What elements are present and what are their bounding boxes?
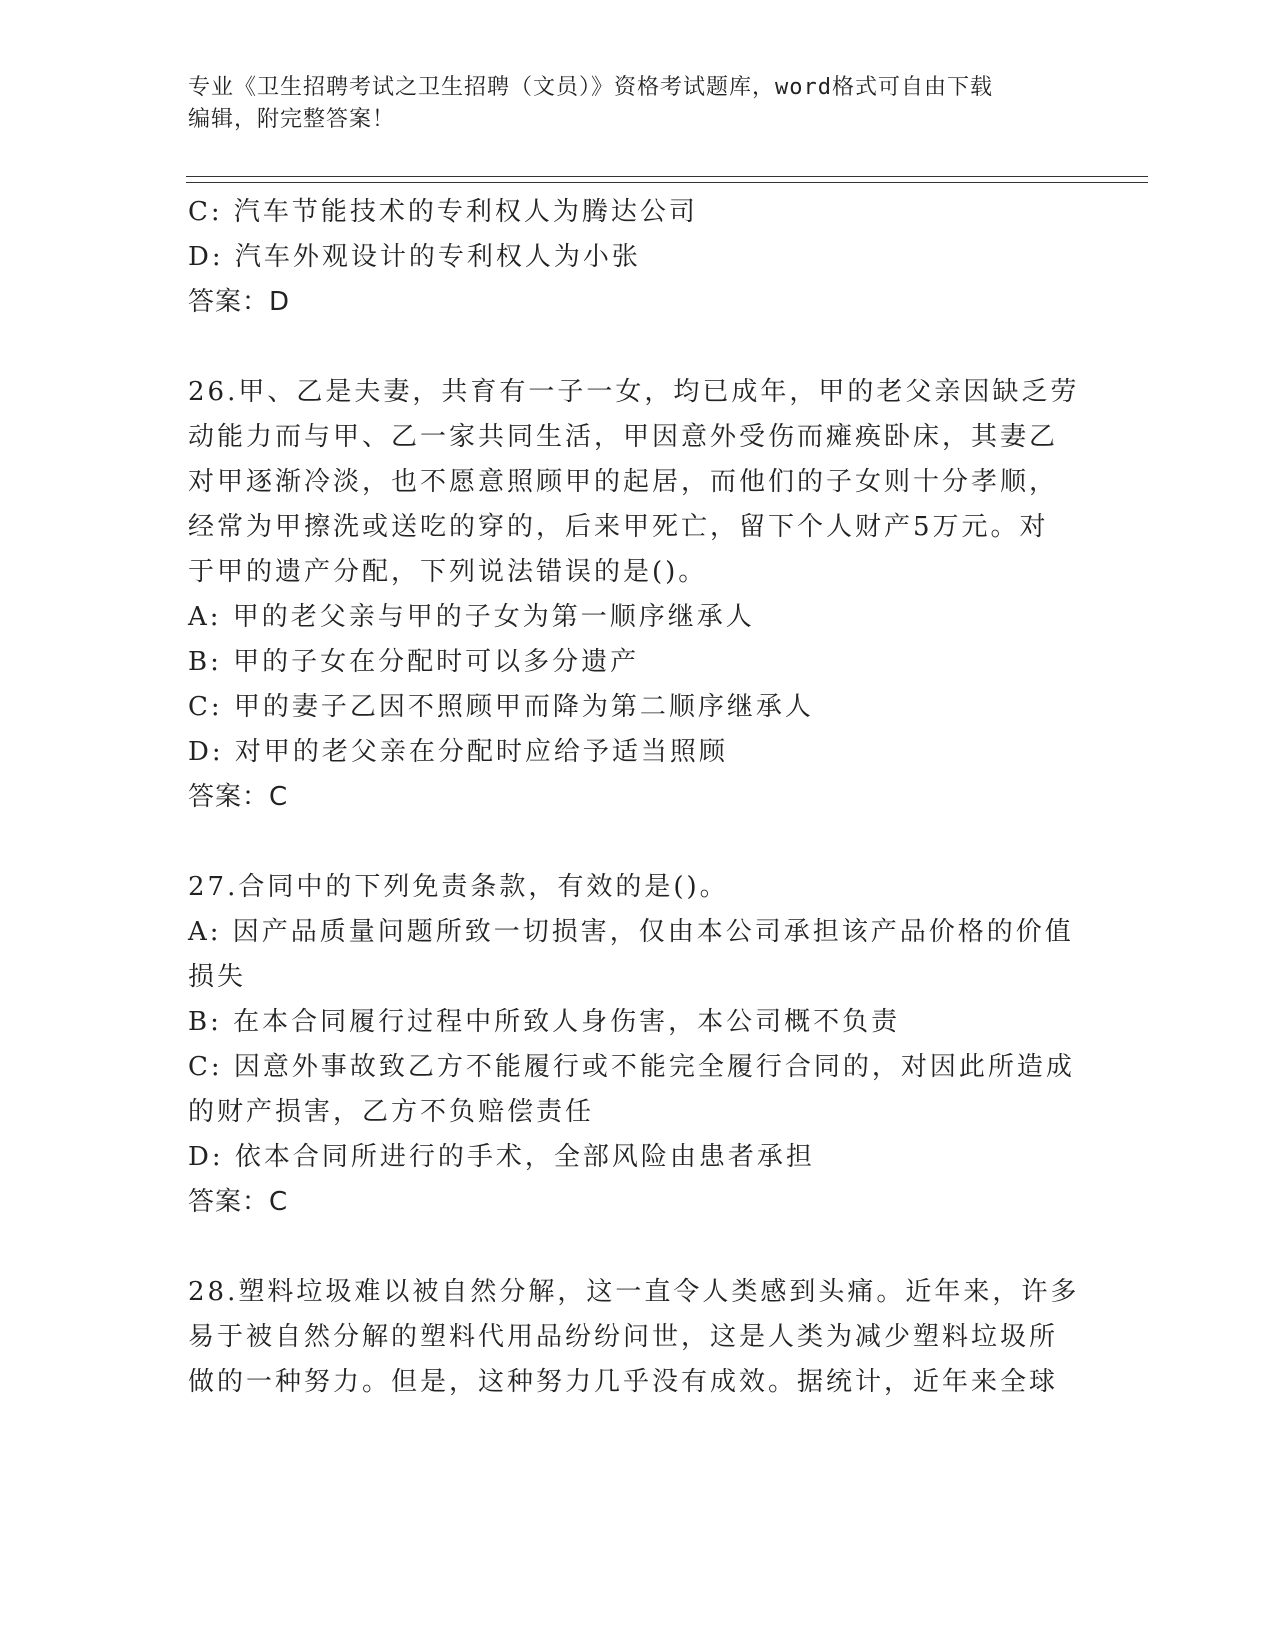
question-stem-line: 于甲的遗产分配，下列说法错误的是()。: [188, 557, 708, 587]
question-stem-line: 28.塑料垃圾难以被自然分解，这一直令人类感到头痛。近年来，许多: [188, 1277, 1080, 1307]
option-c-line: 的财产损害，乙方不负赔偿责任: [188, 1097, 595, 1127]
question-stem-line: 易于被自然分解的塑料代用品纷纷问世，这是人类为减少塑料垃圾所: [188, 1322, 1059, 1352]
page-header: [188, 72, 1068, 136]
question-stem-line: 动能力而与甲、乙一家共同生活，甲因意外受伤而瘫痪卧床，其妻乙: [188, 422, 1059, 452]
option-d: D: 依本合同所进行的手术，全部风险由患者承担: [188, 1142, 815, 1172]
header-divider: [186, 176, 1148, 183]
header-line-2: 编辑，附完整答案！: [188, 107, 396, 132]
spacer: [188, 820, 1088, 865]
header-line-1: 专业《卫生招聘考试之卫生招聘（文员）》资格考试题库，word格式可自由下载: [188, 75, 993, 100]
question-stem-line: 经常为甲擦洗或送吃的穿的，后来甲死亡，留下个人财产5万元。对: [188, 512, 1049, 542]
question-stem-line: 对甲逐渐冷淡，也不愿意照顾甲的起居，而他们的子女则十分孝顺，: [188, 467, 1059, 497]
option-a-line: A: 因产品质量问题所致一切损害，仅由本公司承担该产品价格的价值: [188, 917, 1074, 947]
spacer: [188, 1225, 1088, 1270]
option-d: D: 对甲的老父亲在分配时应给予适当照顾: [188, 737, 728, 767]
option-c: C: 甲的妻子乙因不照顾甲而降为第二顺序继承人: [188, 692, 814, 722]
option-c-line: C: 因意外事故致乙方不能履行或不能完全履行合同的，对因此所造成: [188, 1052, 1075, 1082]
question-stem-line: 26.甲、乙是夫妻，共育有一子一女，均已成年，甲的老父亲因缺乏劳: [188, 377, 1080, 407]
question-stem: 27.合同中的下列免责条款，有效的是()。: [188, 872, 729, 902]
question-stem-line: 做的一种努力。但是，这种努力几乎没有成效。据统计，近年来全球: [188, 1367, 1059, 1397]
option-a: A: 甲的老父亲与甲的子女为第一顺序继承人: [188, 602, 755, 632]
spacer: [188, 325, 1088, 370]
question-content: [188, 190, 1088, 1405]
option-b: B: 甲的子女在分配时可以多分遗产: [188, 647, 640, 677]
answer-line: 答案：C: [188, 782, 289, 812]
answer-line: 答案：C: [188, 1187, 289, 1217]
question-28: [188, 1270, 1088, 1405]
option-a-line: 损失: [188, 962, 247, 992]
question-27: [188, 865, 1088, 1225]
question-26: [188, 370, 1088, 820]
answer-line: 答案：D: [188, 287, 291, 317]
option-b: B: 在本合同履行过程中所致人身伤害，本公司概不负责: [188, 1007, 901, 1037]
option-d: D: 汽车外观设计的专利权人为小张: [188, 242, 641, 272]
option-c: C: 汽车节能技术的专利权人为腾达公司: [188, 197, 698, 227]
